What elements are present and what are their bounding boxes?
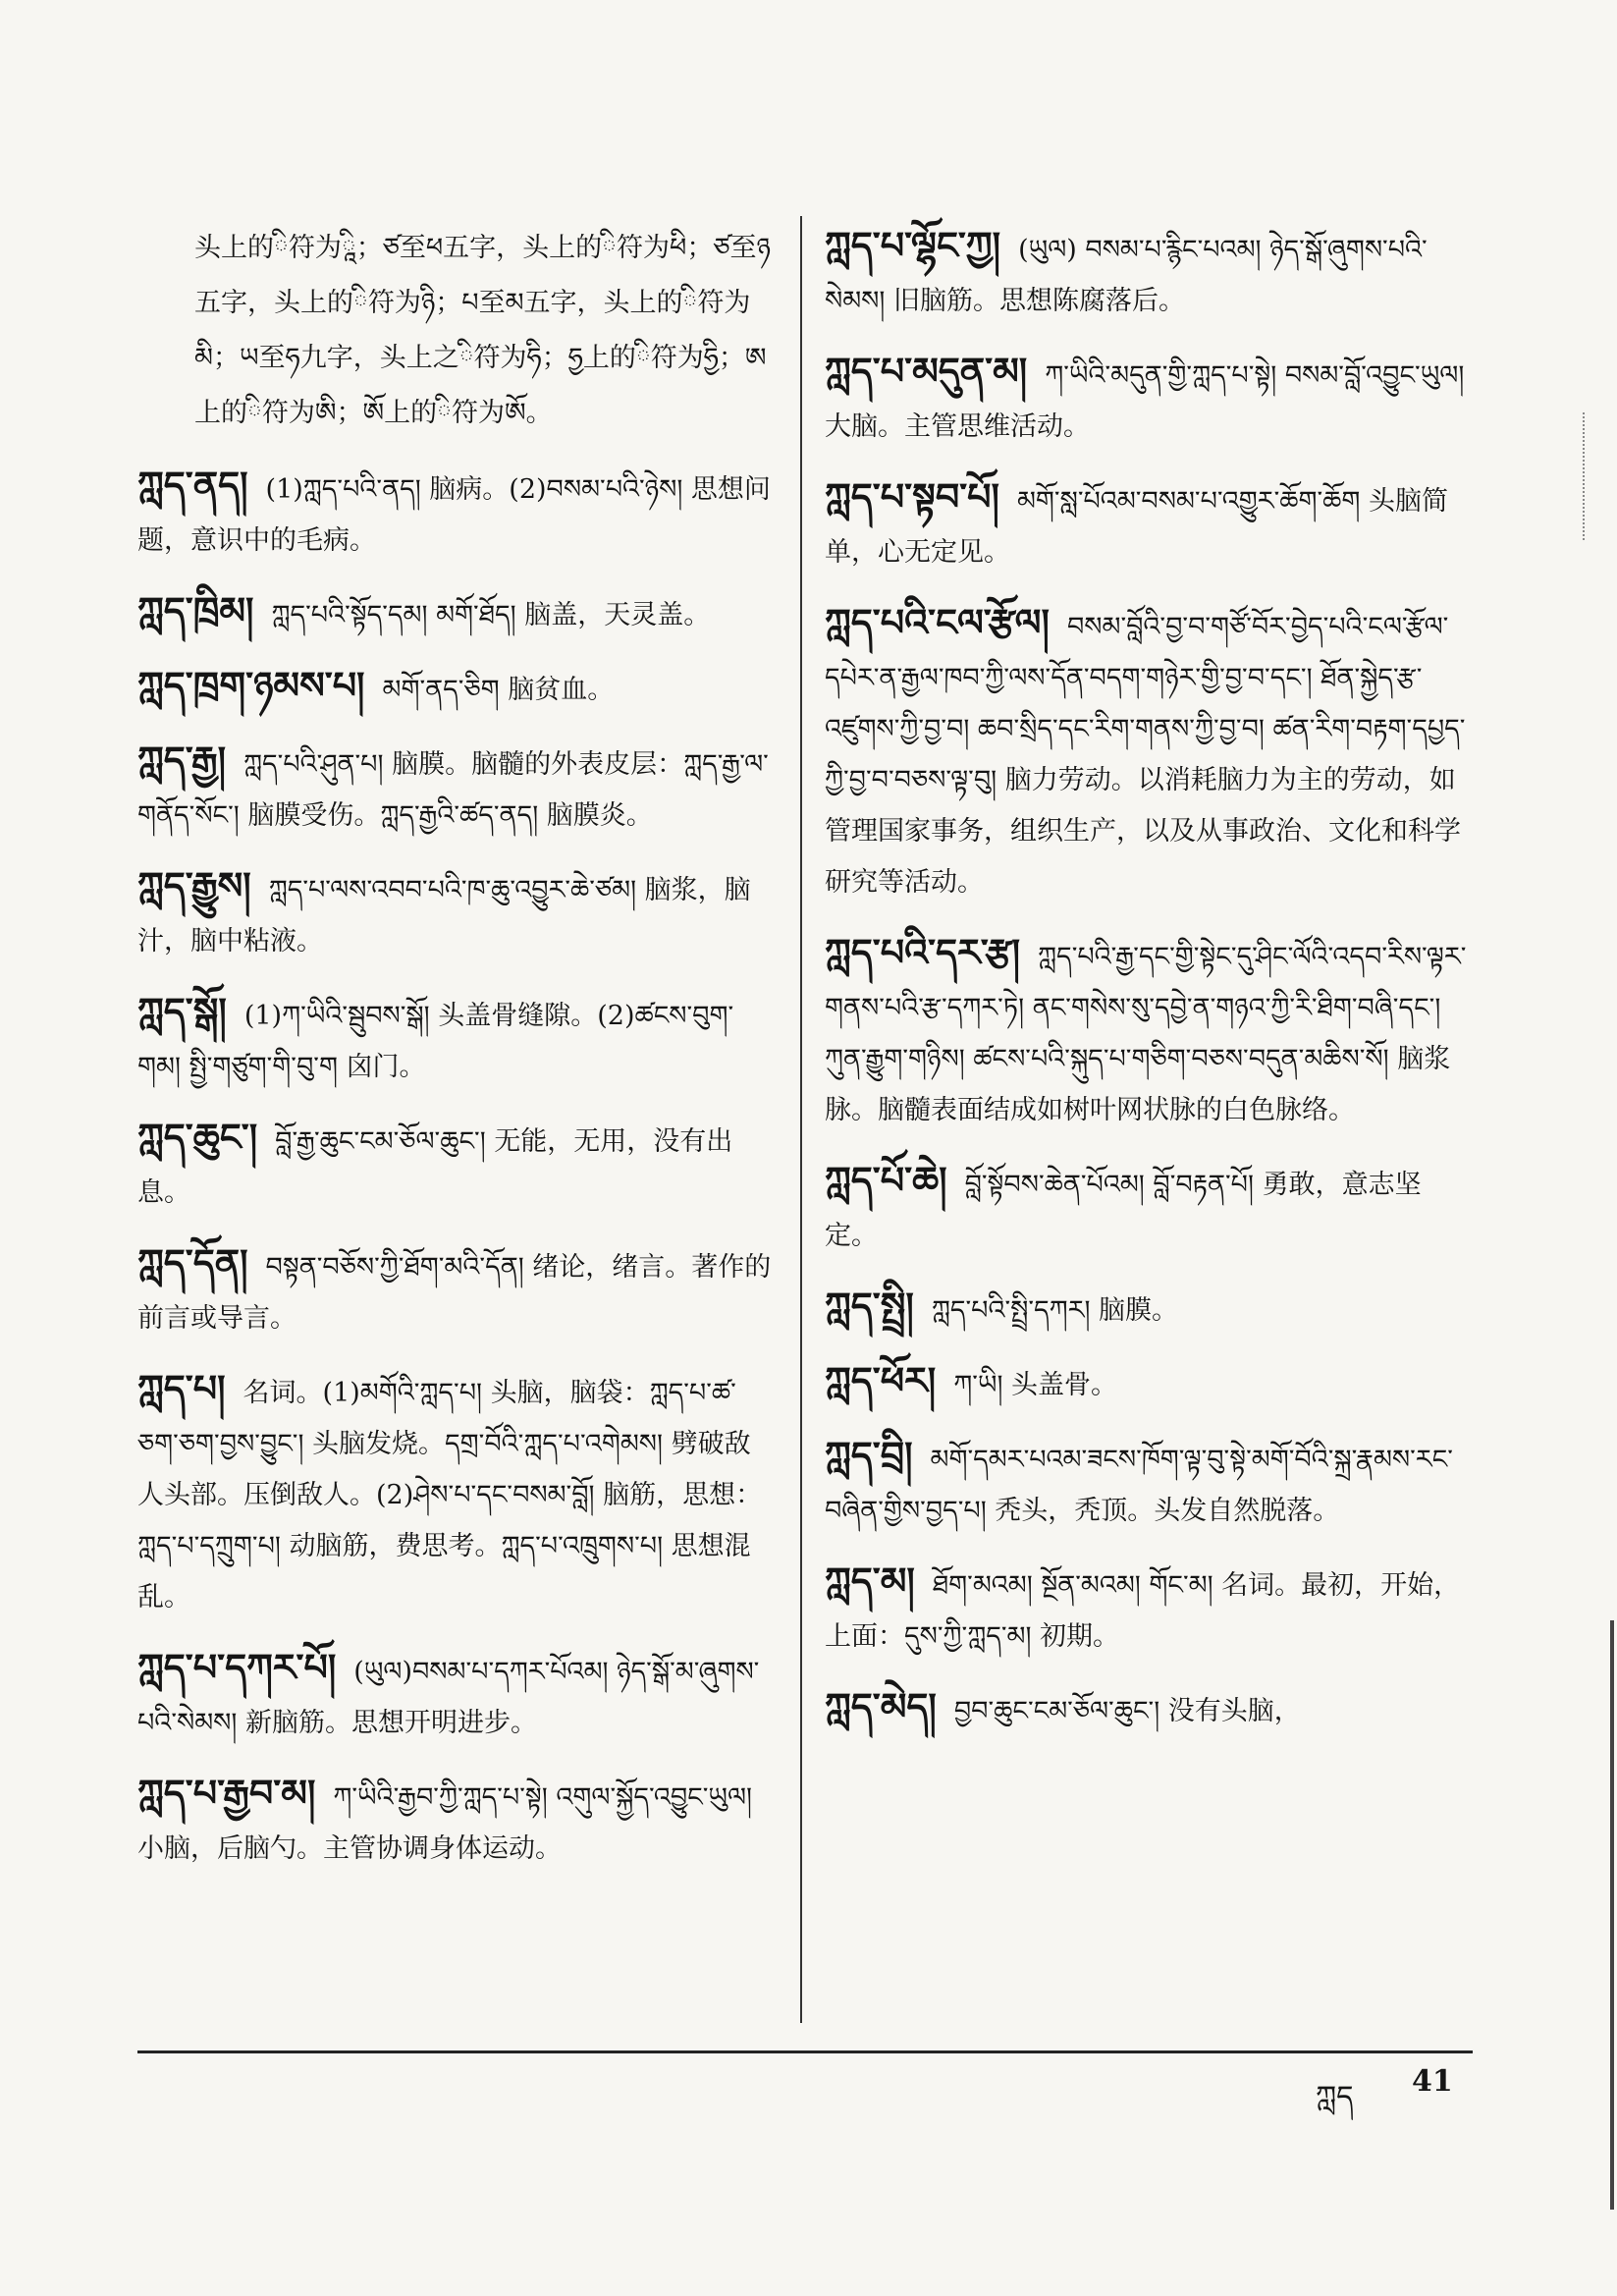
dictionary-entry: [137, 861, 776, 967]
column-divider: [800, 216, 802, 2023]
entry-headword: ཀླད་དོན།: [137, 1241, 248, 1285]
dictionary-entry: [137, 1769, 776, 1875]
entry-headword: ཀླད་ཆུང་།: [137, 1116, 258, 1159]
dictionary-entry: [825, 598, 1473, 908]
right-column: [825, 221, 1473, 1757]
intro-paragraph: [137, 221, 776, 441]
entry-headword: ཀླད་པ་ལྷོང་ཀྱ།: [825, 224, 1001, 267]
running-head: ཀླད: [1316, 2080, 1354, 2114]
footer-rule: [137, 2050, 1473, 2053]
dictionary-entry: [825, 928, 1473, 1136]
dictionary-entry: [137, 987, 776, 1093]
entry-definition: མགོ་དམར་པའམ་ཟངས་ཁོག་ལྟ་བུ་སྟེ་མགོ་བོའི་སྐྲ་རྣམས་རང་བཞིན་གྱིས་བྱད་པ། 秃头，秃顶。头发自然脱落。: [825, 1445, 1453, 1526]
entry-definition: ཀླད་པའི་སྤྲི་དཀར། 脑膜。: [931, 1295, 1179, 1326]
entry-headword: ཀླད་མ།: [825, 1559, 915, 1603]
entry-headword: ཀླད་པ་དཀར་པོ།: [137, 1646, 337, 1689]
entry-definition: མགོ་ནད་ཅིག 脑贫血。: [382, 675, 615, 705]
dictionary-entry: [137, 1238, 776, 1344]
dictionary-entry: [137, 1113, 776, 1219]
dictionary-entry: [825, 1156, 1473, 1262]
entry-headword: ཀླད་པ་སྟབ་པོ།: [825, 475, 999, 519]
entry-definition: མགོ་སླ་པོའམ་བསམ་པ་འགྱུར་ཆོག་ཆོག 头脑简单，心无定见。: [825, 486, 1448, 568]
dictionary-entry: [825, 1557, 1473, 1663]
entry-headword: ཀླད་སྤྲི།: [825, 1285, 914, 1328]
entry-definition: བློ་སྟོབས་ཆེན་པོའམ། བློ་བརྟན་པོ། 勇敢，意志坚定。: [825, 1170, 1422, 1251]
entry-definition: ཀ་ཡིའི་མདུན་གྱི་ཀླད་པ་སྟེ། བསམ་བློ་འབྱུང་ཡུལ། 大脑。主管思维活动。: [825, 360, 1465, 442]
entry-definition: ཀླད་པའི་སྟོད་དམ། མགོ་ཐོད། 脑盖，天灵盖。: [271, 600, 711, 630]
entry-headword: ཀླད་སྒོ།: [137, 990, 227, 1033]
dictionary-entry: [137, 586, 776, 641]
entry-headword: ཀླད་མེད།: [825, 1685, 937, 1728]
left-column: [137, 221, 776, 1894]
entry-definition: (ཡུལ)བསམ་པ་དཀར་པོའམ། ཉེད་སྒོ་མ་ཞུགས་པའི་སེམས། 新脑筋。思想开明进步。: [137, 1657, 760, 1738]
entry-headword: ཀླད་པ།: [137, 1367, 226, 1410]
dictionary-entry: [825, 1356, 1473, 1411]
entry-definition: (1)ཀ་ཡིའི་སྦུབས་སྒོ། 头盖骨缝隙。(2)ཚངས་བུག་གམ། སྤྱི་གཙུག་གི་བུ་ག 囟门。: [137, 1001, 734, 1082]
entry-headword: ཀླད་ནད།: [137, 464, 248, 507]
entry-headword: ཀླད་པའི་ངལ་རྩོལ།: [825, 601, 1050, 644]
entry-headword: ཀླད་རྒྱུས།: [137, 864, 251, 907]
entry-definition: ཀ་ཡི། 头盖骨。: [953, 1370, 1118, 1400]
entry-definition: བསྟན་བཅོས་ཀྱི་ཐོག་མའི་དོན། 绪论，绪言。著作的前言或导言。: [137, 1252, 772, 1334]
entry-definition: བྱབ་ཆུང་ངམ་ཅོལ་ཆུང་། 没有头脑，: [953, 1696, 1301, 1726]
left-entry-list: [137, 461, 776, 1875]
dictionary-entry: [137, 1643, 776, 1749]
dictionary-entry: [137, 1364, 776, 1623]
entry-headword: ཀླད་ཁྲག་ཉམས་པ།: [137, 664, 365, 707]
entry-definition: ཀླད་པ་ལས་འབབ་པའི་ཁ་ཆུ་འབྱུར་ཆེ་ཙམ། 脑浆，脑汁，脑中粘液。: [137, 875, 751, 957]
dictionary-entry: [825, 1682, 1473, 1737]
page-number: 41: [1412, 2064, 1453, 2099]
entry-headword: ཀླད་པ་རྒྱབ་མ།: [137, 1772, 316, 1815]
entry-definition: (ཡུལ) བསམ་པ་རྙིང་པའམ། ཉེད་སྒོ་ཞུགས་པའི་སེམས། 旧脑筋。思想陈腐落后。: [825, 235, 1428, 316]
intro-text: 头上的ི符为ཱི；ཙ至ཕ五字，头上的ི符为ཕི；ཙ至ཉ五字，头上的ི符为ཉི；པ至མ五字，头上的ི符为མི；ཡ至ཧ九字，头上之ི符为ཧི；ཧྱ上的ི符为ཧྱི；ཨ上的ི符为ཨི；ཨོ上的ི符为ཨོ。: [194, 233, 771, 428]
entry-headword: ཀླད་པ་མདུན་མ།: [825, 350, 1028, 393]
entry-headword: ཀླད་པོ་ཆེ།: [825, 1159, 947, 1202]
entry-headword: ཀླད་བྲི།: [825, 1434, 913, 1477]
entry-definition: (1)ཀླད་པའི་ནད། 脑病。(2)བསམ་པའི་ཉེས། 思想问题，意识中的毛病。: [137, 474, 771, 556]
entry-definition: ཀ་ཡིའི་རྒྱབ་ཀྱི་ཀླད་པ་སྟེ། འགུལ་སྐྱོད་འབྱུང་ཡུལ། 小脑，后脑勺。主管协调身体运动。: [137, 1782, 753, 1864]
entry-headword: ཀླད་ཁྲིམ།: [137, 589, 254, 632]
entry-definition: 名词。(1)མགོའི་ཀླད་པ། 头脑，脑袋：ཀླད་པ་ཚ་ཅག་ཅག་བྱས་བྱུང་། 头脑发烧。དགྲ་བོའི་ཀླད་པ་འགེམས། 劈破敌人头部。压倒敌人。(2)ཤེས་པ་དང་བསམ་བློ། 脑筋，思想：ཀླད་པ་དཀྲུག་པ། 动脑筋，费思考。ཀླད་པ་འཁྲུགས་པ། 思想混乱。: [137, 1378, 763, 1613]
dictionary-entry: [825, 1431, 1473, 1537]
entry-definition: བློ་རྒྱ་ཆུང་ངམ་ཅོལ་ཆུང་། 无能，无用，没有出息。: [137, 1126, 733, 1208]
entry-headword: ཀླད་ཕོར།: [825, 1359, 937, 1402]
entry-definition: བསམ་བློའི་བྱ་བ་གཙོ་བོར་བྱེད་པའི་ངལ་རྩོལ་དཔེར་ན་རྒྱལ་ཁབ་ཀྱི་ལས་དོན་བདག་གཉེར་གྱི་བྱ་བ་དང་། ཐོན་སྐྱེད་རྩ་འཛུགས་ཀྱི་བྱ་བ། ཆབ་སྲིད་དང་རིག་གནས་ཀྱི་བྱ་བ། ཚན་རིག་བརྟག་དཔྱད་ཀྱི་བྱ་བ་བཅས་ལྟ་བུ། 脑力劳动。以消耗脑力为主的劳动，如管理国家事务，组织生产，以及从事政治、文化和科学研究等活动。: [825, 612, 1466, 898]
page-edge-line: [1610, 1620, 1614, 2210]
dictionary-entry: [825, 221, 1473, 327]
entry-headword: ཀླད་རྒྱ།: [137, 738, 227, 782]
right-entry-list: [825, 221, 1473, 1737]
dictionary-entry: [137, 736, 776, 842]
dictionary-entry: [137, 661, 776, 716]
entry-definition: ཐོག་མའམ། སྔོན་མའམ། གོང་མ། 名词。最初，开始，上面：དུས་ཀྱི་ཀླད་མ། 初期。: [825, 1570, 1461, 1652]
dictionary-entry: [825, 1282, 1473, 1337]
margin-marks: [1583, 412, 1602, 540]
dictionary-entry: [825, 347, 1473, 453]
entry-definition: ཀླད་པའི་རྒྱ་དང་གྱི་སྟེང་དུ་ཤིང་ལོའི་འདབ་རིས་ལྟར་གནས་པའི་རྩ་དཀར་ཏེ། ནང་གསེས་སུ་དབྱེ་ན་གཉའ་ཀྱི་རི་ཐིག་བཞི་དང་། ཀུན་རྒྱུག་གཉིས། ཚངས་པའི་སྐུད་པ་གཅིག་བཅས་བདུན་མཆིས་སོ། 脑浆脉。脑髓表面结成如树叶网状脉的白色脉络。: [825, 942, 1467, 1125]
entry-headword: ཀླད་པའི་དར་རྩ།: [825, 931, 1021, 974]
dictionary-entry: [137, 461, 776, 567]
dictionary-entry: [825, 472, 1473, 578]
entry-definition: ཀླད་པའི་ཤུན་པ། 脑膜。脑髓的外表皮层：ཀླད་རྒྱ་ལ་གནོད་སོང་། 脑膜受伤。ཀླད་རྒྱའི་ཚད་ནད། 脑膜炎。: [137, 749, 769, 831]
